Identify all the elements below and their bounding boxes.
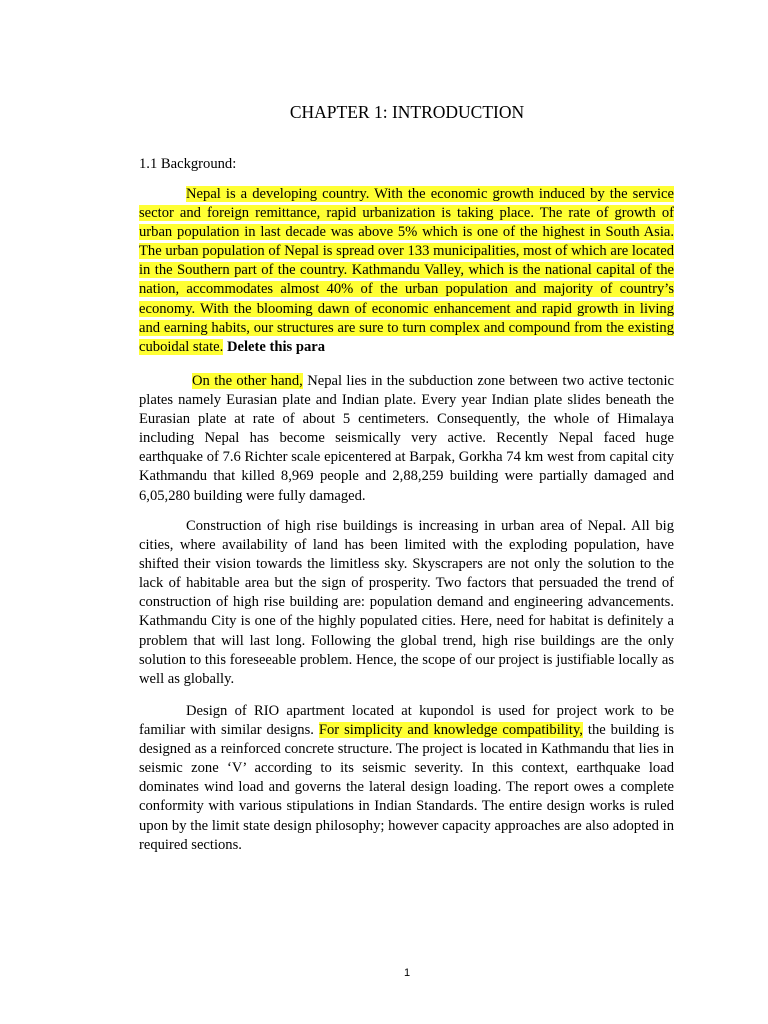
section-heading: 1.1 Background: xyxy=(139,156,237,172)
paragraph-4 xyxy=(139,702,674,855)
paragraph-1 xyxy=(139,185,674,357)
page-number: 1 xyxy=(403,967,411,979)
paragraph-text: Nepal lies in the subduction zone between two active tectonic plates namely Eurasian plate and Indian plate. Every year Indian plate slides beneath the Eurasian plate at rate of about 5 centimeters. Consequently, the whole of Himalaya including Nepal has become seismically very active. Recently Nepal faced huge earthquake of 7.6 Richter scale epicentered at Barpak, Gorkha 74 km west from capital city Kathmandu that killed 8,969 people and 2,88,259 building were partially damaged and 6,05,280 building were fully damaged. xyxy=(139,373,674,504)
paragraph-3 xyxy=(139,517,674,689)
highlighted-text: On the other hand, xyxy=(192,373,303,389)
chapter-title: CHAPTER 1: INTRODUCTION xyxy=(289,102,525,122)
paragraph-2 xyxy=(139,372,674,506)
paragraph-text: Construction of high rise buildings is increasing in urban area of Nepal. All big cities, where availability of land has been limited with the exploding population, have shifted their vision towards the limitless sky. Skyscrapers are not only the solution to the lack of habitable area but the sign of prosperity. Two factors that persuaded the trend of construction of high rise building are: population demand and engineering advancements. Kathmandu City is one of the highly populated cities. Here, need for habitat is definitely a problem that will last long. Following the global trend, high rise buildings are the only solution to this foreseeable problem. Hence, the scope of our project is justifiable locally as well as globally. xyxy=(139,518,674,687)
paragraph-text-after: the building is designed as a reinforced concrete structure. The project is located in Kathmandu that lies in seismic zone ‘V’ according to its seismic severity. In this context, earthquake load dominates wind load and governs the lateral design loading. The report owes a complete conformity with various stipulations in Indian Standards. The entire design works is ruled upon by the limit state design philosophy; however capacity approaches are also adopted in required sections. xyxy=(139,722,675,853)
editor-note: Delete this para xyxy=(226,338,326,355)
highlighted-text: For simplicity and knowledge compatibility, xyxy=(318,722,583,739)
paragraph-text-before: Design of RIO apartment located at kupondol is used for project work to be familiar with similar designs. xyxy=(139,703,674,739)
highlighted-text: Nepal is a developing country. With the economic growth induced by the service sector and foreign remittance, rapid urbanization is taking place. The rate of growth of urban population in last decade was above 5% which is one of the highest in South Asia. The urban population of Nepal is spread over 133 municipalities, most of which are located in the Southern part of the country. Kathmandu Valley, which is the national capital of the nation, accommodates almost 40% of the urban population and majority of country’s economy. With the blooming dawn of economic enhancement and rapid growth in living and earning habits, our structures are sure to turn complex and compound from the existing cuboidal state. xyxy=(139,186,674,355)
